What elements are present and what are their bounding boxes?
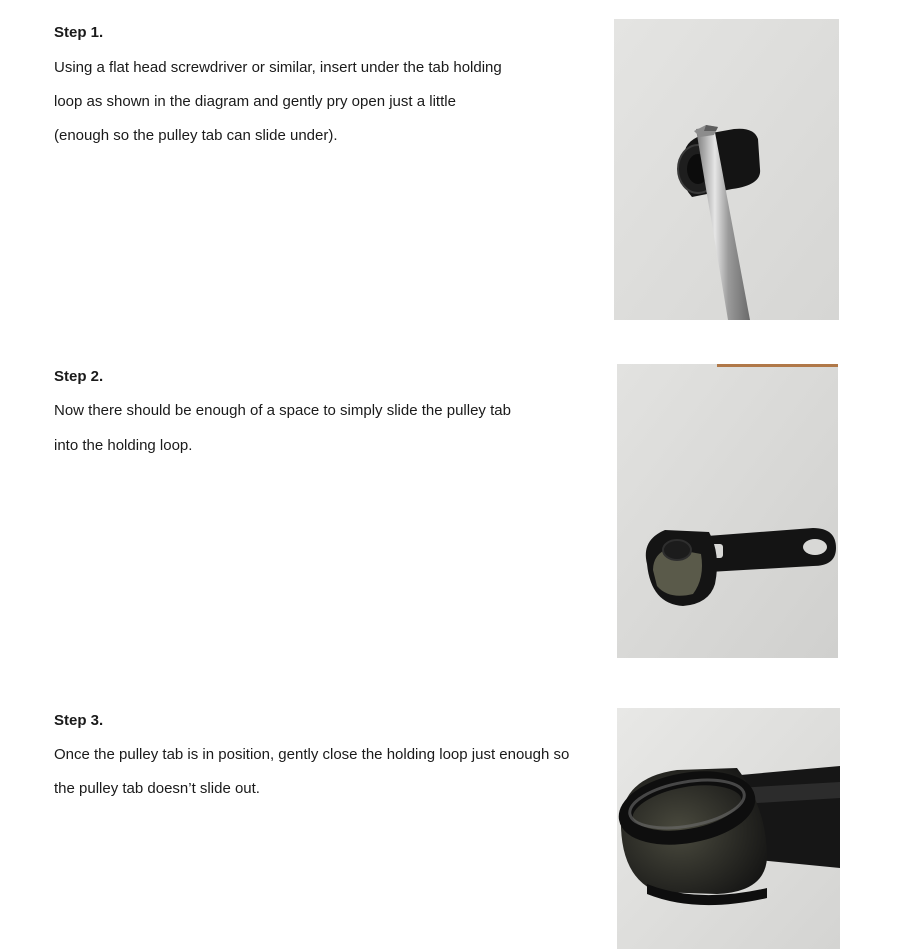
step-3	[54, 712, 569, 798]
step-1-line-2: loop as shown in the diagram and gently pry open just a little	[54, 93, 456, 110]
step-3-title: Step 3.	[54, 712, 104, 729]
step-3-line-2: the pulley tab doesn’t slide out.	[54, 780, 260, 797]
step-2-photo	[617, 364, 838, 658]
step-3-photo	[617, 708, 840, 949]
step-2	[54, 368, 511, 455]
step-1-title: Step 1.	[54, 24, 104, 41]
step-1-line-3: (enough so the pulley tab can slide under).	[54, 127, 338, 144]
step-1-photo	[614, 19, 839, 320]
screwdriver-prying-zipper-photo	[614, 19, 839, 320]
step-1	[54, 24, 502, 145]
step-2-title: Step 2.	[54, 368, 104, 385]
step-1-line-1: Using a flat head screwdriver or similar, insert under the tab holding	[54, 59, 502, 76]
step-2-line-1: Now there should be enough of a space to simply slide the pulley tab	[54, 402, 511, 419]
zipper-closed-loop-closeup-photo	[617, 708, 840, 949]
step-2-line-2: into the holding loop.	[54, 437, 193, 454]
zipper-pull-tab-photo	[617, 364, 838, 658]
step-3-line-1: Once the pulley tab is in position, gently close the holding loop just enough so	[54, 746, 570, 763]
